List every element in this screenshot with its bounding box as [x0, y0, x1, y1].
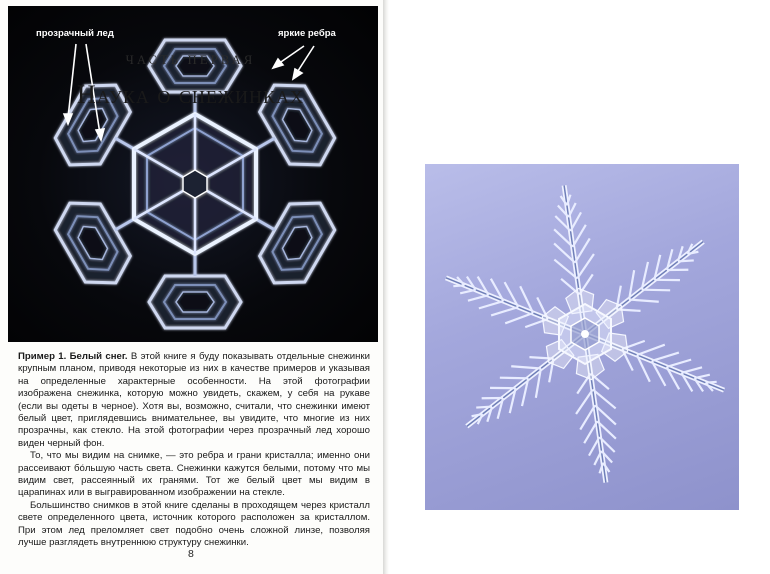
caption-paragraph-3: Большинство снимков в этой книге сделаны в проходящем через кристалл свете определенного цвета, источник которого расположен за кристаллом. При этом лед преломляет свет подобно очень сложной линзе, позволяя лучше разглядеть внутреннюю структуру снежинки.: [18, 499, 370, 549]
caption-paragraph-2: То, что мы видим на снимке, — это ребра и грани кристалла; именно они рассеивают бóльшую часть света. Снежинки кажутся белыми, потому что мы видим свет, рассеянный их гранями. Тот же белый цвет мы видим в царапинах или в выгравированном изображении на стекле.: [18, 450, 370, 499]
callout-transparent-ice: прозрачный лед: [36, 28, 114, 39]
caption-p1-text: В этой книге я буду показывать отдельные снежинки крупным планом, приводя некоторые из них в качестве примеров и указывая на определенные характерные особенности. На этой фотографии изображена снежинка, которую можно увидеть, скажем, у себя на рукаве (если вы одеты в черное). Хотя вы, возможно, считали, что снежинки имеют белый цвет, приглядевшись внимательнее, вы увидите, что многие из них прозрачны, как стекло. На этой фотографии через прозрачный лед хорошо виден черный фон.: [18, 351, 370, 449]
snowflake-photo-blue: [425, 164, 739, 510]
part-label: ЧАСТЬ ПЕРВАЯ: [125, 53, 256, 67]
chapter-title: Наука о снежинках: [76, 80, 305, 109]
caption-lead: Пример 1. Белый снег.: [18, 351, 128, 362]
photo-caption: [18, 351, 370, 550]
page-number: 8: [188, 548, 194, 560]
snowflake-blue-illustration: [425, 164, 739, 510]
callout-bright-edges: яркие ребра: [278, 28, 336, 39]
caption-paragraph-1: [18, 351, 370, 450]
